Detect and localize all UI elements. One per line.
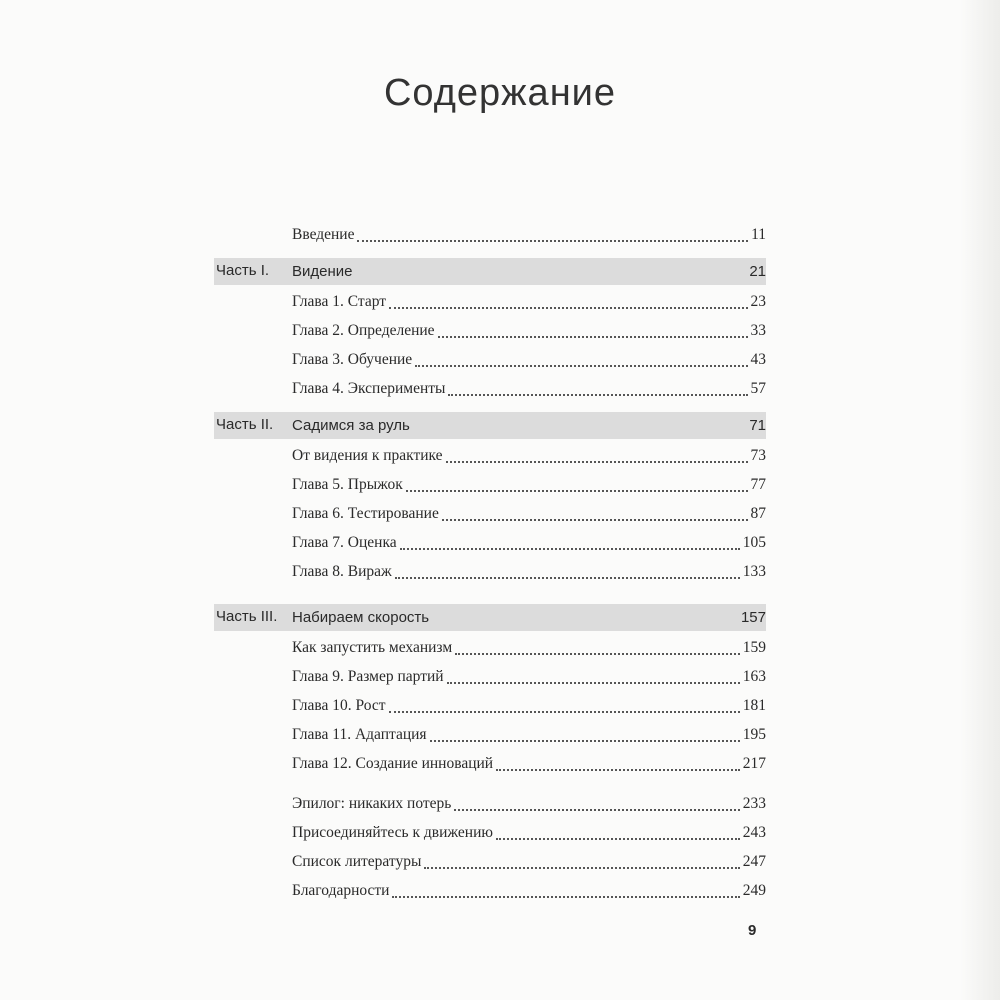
dot-leader [395,576,740,579]
toc-entry-line [292,374,766,403]
table-of-contents [214,220,766,905]
dot-leader [446,460,748,463]
toc-entry-line [292,220,766,249]
toc-entry-line [292,557,766,586]
toc-entry [214,345,766,374]
toc-part-row [214,412,766,439]
toc-entry-page: 33 [750,321,766,339]
dot-leader [406,489,748,492]
toc-entry [214,287,766,316]
toc-entry-title: Эпилог: никаких потерь [292,794,452,812]
toc-entry [214,847,766,876]
toc-entry-line [292,847,766,876]
toc-entry-title: Глава 11. Адаптация [292,725,427,743]
dot-leader [392,895,739,898]
toc-entry [214,789,766,818]
toc-entry-line [292,691,766,720]
toc-entry-title: Глава 9. Размер партий [292,667,444,685]
dot-leader [496,837,740,840]
dot-leader [496,768,740,771]
toc-entry [214,441,766,470]
dot-leader [454,808,739,811]
toc-entry-title: Глава 10. Рост [292,696,386,714]
toc-entry [214,528,766,557]
toc-part-label: Часть III. [216,608,278,625]
toc-entry-page: 247 [742,852,766,870]
toc-entry [214,374,766,403]
toc-entry-title: Глава 3. Обучение [292,350,413,368]
toc-entry-page: 11 [751,225,766,243]
toc-entry-line [292,345,766,374]
dot-leader [389,710,740,713]
toc-entry [214,316,766,345]
toc-entry-line [292,789,766,818]
dot-leader [432,623,738,624]
toc-entry-title: Глава 2. Определение [292,321,435,339]
toc-entry-page: 233 [742,794,766,812]
toc-part-row [214,258,766,285]
toc-entry-page: 105 [742,533,766,551]
toc-entry-title: От видения к практике [292,446,443,464]
toc-entry-line [292,818,766,847]
toc-entry-page: 159 [742,638,766,656]
dot-leader [430,739,740,742]
toc-entry-title: Глава 4. Эксперименты [292,379,446,397]
toc-entry-line [292,720,766,749]
toc-entry-line [292,316,766,345]
toc-entry-page: 73 [750,446,766,464]
toc-entry-title: Введение [292,225,355,243]
toc-entry [214,691,766,720]
toc-entry-line [292,441,766,470]
toc-entry-page: 243 [742,823,766,841]
toc-entry-page: 217 [742,754,766,772]
toc-entry-page: 133 [742,562,766,580]
toc-entry-title: Садимся за руль [292,417,410,434]
toc-entry [214,662,766,691]
toc-part-label: Часть I. [216,262,270,279]
toc-entry [214,818,766,847]
toc-entry-line [292,258,766,285]
toc-entry-line [292,528,766,557]
dot-leader [400,547,740,550]
toc-entry-page: 23 [750,292,766,310]
toc-entry-title: Глава 7. Оценка [292,533,397,551]
dot-leader [455,652,740,655]
toc-entry-line [292,633,766,662]
toc-entry-line [292,499,766,528]
toc-entry-line [292,749,766,778]
toc-entry-line [292,412,766,439]
toc-entry-title: Глава 12. Создание инноваций [292,754,494,772]
toc-entry [214,633,766,662]
toc-entry-line [292,287,766,316]
toc-entry-page: 21 [749,263,766,280]
toc-entry [214,876,766,905]
dot-leader [447,681,740,684]
dot-leader [413,431,746,432]
page-number: 9 [748,922,757,939]
toc-entry [214,470,766,499]
toc-entry-page: 163 [742,667,766,685]
page-title: Содержание [383,72,617,114]
toc-entry-page: 57 [750,379,766,397]
toc-entry-title: Набираем скорость [292,609,430,626]
toc-part-row [214,604,766,631]
toc-entry-page: 157 [740,609,766,626]
toc-entry-title: Глава 1. Старт [292,292,387,310]
toc-entry-title: Глава 6. Тестирование [292,504,439,522]
dot-leader [424,866,739,869]
toc-entry-line [292,470,766,499]
toc-entry-line [292,604,766,631]
dot-leader [438,335,748,338]
toc-entry-page: 195 [742,725,766,743]
toc-entry-page: 77 [750,475,766,493]
dot-leader [357,239,748,242]
toc-entry-page: 87 [750,504,766,522]
toc-entry-line [292,662,766,691]
dot-leader [442,518,748,521]
dot-leader [355,277,746,278]
toc-entry-title: Благодарности [292,881,390,899]
toc-part-label: Часть II. [216,416,274,433]
toc-entry-page: 71 [749,417,766,434]
dot-leader [415,364,747,367]
toc-entry-title: Как запустить механизм [292,638,453,656]
toc-entry-title: Видение [292,263,353,280]
toc-entry-title: Присоединяйтесь к движению [292,823,493,841]
toc-entry-title: Глава 8. Вираж [292,562,392,580]
toc-entry-page: 43 [750,350,766,368]
dot-leader [448,393,747,396]
toc-entry [214,499,766,528]
toc-entry [214,557,766,586]
dot-leader [389,306,747,309]
toc-entry-page: 181 [742,696,766,714]
toc-entry [214,720,766,749]
toc-entry-title: Глава 5. Прыжок [292,475,403,493]
toc-entry-title: Список литературы [292,852,422,870]
toc-entry [214,220,766,249]
toc-entry-page: 249 [742,881,766,899]
toc-entry-line [292,876,766,905]
toc-entry [214,749,766,778]
